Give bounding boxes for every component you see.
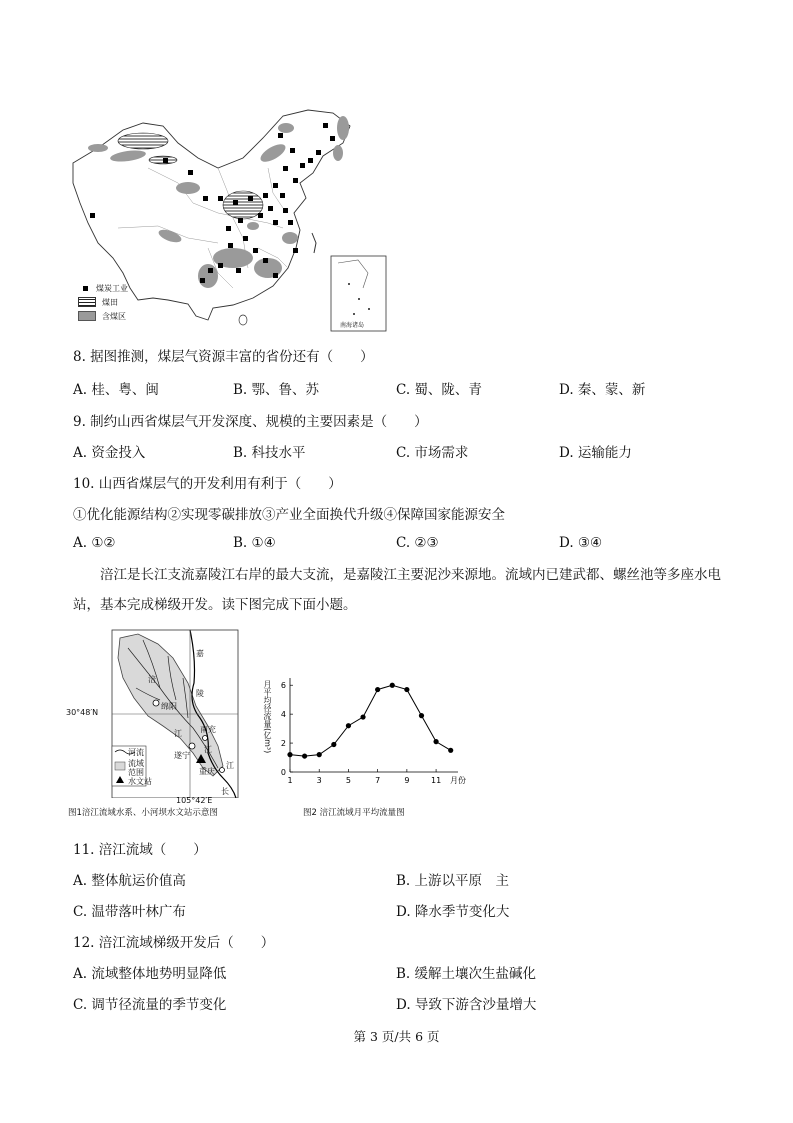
- data-point: [331, 742, 336, 747]
- data-point: [317, 752, 322, 757]
- fig2-chart: [262, 670, 472, 800]
- legend-basin-range: 范围: [128, 768, 144, 777]
- x-tick-label: 7: [375, 776, 381, 785]
- inset-label: 南海诸岛: [340, 322, 365, 329]
- question-10-statement: ①优化能源结构②实现零碳排放③产业全面换代升级④保障国家能源安全: [73, 507, 505, 523]
- legend-label: 煤炭工业: [96, 283, 128, 293]
- x-tick-label: 1: [287, 776, 293, 785]
- data-point: [419, 713, 424, 718]
- river-char-jiang: 江: [174, 729, 182, 738]
- map1-legend: [78, 281, 168, 323]
- fig2-caption: 图2 涪江流域月平均流量图: [303, 808, 405, 818]
- q9-option-b[interactable]: B. 科技水平: [233, 445, 306, 461]
- legend-label: 煤田: [102, 297, 118, 307]
- city-suining: 遂宁: [174, 751, 190, 760]
- q8-option-a[interactable]: A. 桂、粤、闽: [73, 382, 159, 398]
- question-8-stem: 8. 据图推测，煤层气资源丰富的省份还有（ ）: [73, 349, 374, 365]
- data-point: [346, 723, 351, 728]
- q10-option-d[interactable]: D. ③④: [559, 535, 603, 551]
- legend-station: 水文站: [128, 777, 152, 786]
- data-point: [287, 752, 292, 757]
- legend-river: 河流: [128, 748, 144, 757]
- x-tick-label: 3: [316, 776, 322, 785]
- city-mianyang: 绵阳: [161, 702, 177, 711]
- river-char-jiang2: 江: [204, 745, 212, 754]
- q11-option-d[interactable]: D. 降水季节变化大: [396, 904, 510, 920]
- q9-option-a[interactable]: A. 资金投入: [73, 445, 146, 461]
- hatch-icon: [78, 297, 96, 307]
- legend-item-coal-industry: [78, 281, 168, 295]
- fig1-basin-map: [68, 628, 248, 818]
- q11-option-a[interactable]: A. 整体航运价值高: [73, 873, 186, 889]
- y-tick-label: 6: [280, 681, 286, 691]
- q8-option-c[interactable]: C. 蜀、陇、青: [396, 382, 482, 398]
- q9-option-d[interactable]: D. 运输能力: [559, 445, 632, 461]
- question-11-stem: 11. 涪江流域（ ）: [73, 842, 207, 858]
- river-char-jiang3: 江: [226, 761, 234, 770]
- fig1-caption: 图1涪江流域水系、小河坝水文站示意图: [68, 808, 218, 818]
- series-line: [290, 685, 451, 756]
- x-tick-label: 11: [430, 776, 442, 785]
- q11-option-c[interactable]: C. 温带落叶林广布: [73, 904, 186, 920]
- data-point: [404, 687, 409, 692]
- river-char-jia: 嘉: [196, 649, 204, 658]
- city-chongqing: 重庆: [199, 767, 215, 776]
- q10-option-c[interactable]: C. ②③: [396, 535, 439, 551]
- q9-option-c[interactable]: C. 市场需求: [396, 445, 469, 461]
- passage-text: 涪江是长江支流嘉陵江右岸的最大支流，是嘉陵江主要泥沙来源地。流域内已建武都、螺丝池等多座水电站，基本完成梯级开发。读下图完成下面小题。: [73, 567, 721, 613]
- y-tick-label: 2: [280, 739, 286, 749]
- legend-basin: 流域: [128, 759, 144, 768]
- q8-option-b[interactable]: B. 鄂、鲁、苏: [233, 382, 320, 398]
- data-point: [375, 687, 380, 692]
- river-char-chang: 长: [221, 787, 229, 796]
- q11-option-b[interactable]: B. 上游以平原 主: [396, 873, 510, 889]
- flow-chart-svg: [262, 670, 472, 800]
- q12-option-b[interactable]: B. 缓解土壤次生盐碱化: [396, 966, 537, 982]
- data-point: [390, 683, 395, 688]
- data-point: [433, 739, 438, 744]
- river-char-ling: 陵: [196, 689, 204, 698]
- q12-option-d[interactable]: D. 导致下游含沙量增大: [396, 997, 537, 1013]
- legend-item-coal-area: [78, 309, 168, 323]
- lat-label: 30°48′N: [66, 708, 99, 717]
- chart-ylabel: 月平均径流量(亿m³): [263, 680, 272, 754]
- china-coal-map: [68, 108, 388, 333]
- gray-area-icon: [78, 311, 96, 321]
- river-char-fu: 涪: [148, 675, 156, 684]
- square-icon: [83, 286, 88, 291]
- data-point: [448, 748, 453, 753]
- q10-option-b[interactable]: B. ①④: [233, 535, 276, 551]
- q12-option-c[interactable]: C. 调节径流量的季节变化: [73, 997, 227, 1013]
- y-tick-label: 0: [280, 768, 286, 777]
- question-9-stem: 9. 制约山西省煤层气开发深度、规模的主要因素是（ ）: [73, 414, 428, 430]
- page-footer: 第 3 页/共 6 页: [353, 1029, 440, 1044]
- x-unit-label: 月份: [450, 776, 466, 785]
- city-nanchong: 南充: [200, 725, 216, 734]
- lon-label: 105°42′E: [176, 796, 213, 805]
- legend-label: 含煤区: [102, 311, 126, 321]
- data-point: [302, 753, 307, 758]
- q10-option-a[interactable]: A. ①②: [73, 535, 116, 551]
- x-tick-label: 9: [404, 776, 410, 785]
- legend-item-coalfield: [78, 295, 168, 309]
- question-12-stem: 12. 涪江流域梯级开发后（ ）: [73, 935, 275, 951]
- data-point: [360, 714, 365, 719]
- x-tick-label: 5: [345, 776, 351, 785]
- q8-option-d[interactable]: D. 秦、蒙、新: [559, 382, 646, 398]
- q12-option-a[interactable]: A. 流域整体地势明显降低: [73, 966, 227, 982]
- y-tick-label: 4: [280, 710, 286, 720]
- question-10-stem: 10. 山西省煤层气的开发利用有利于（ ）: [73, 476, 342, 492]
